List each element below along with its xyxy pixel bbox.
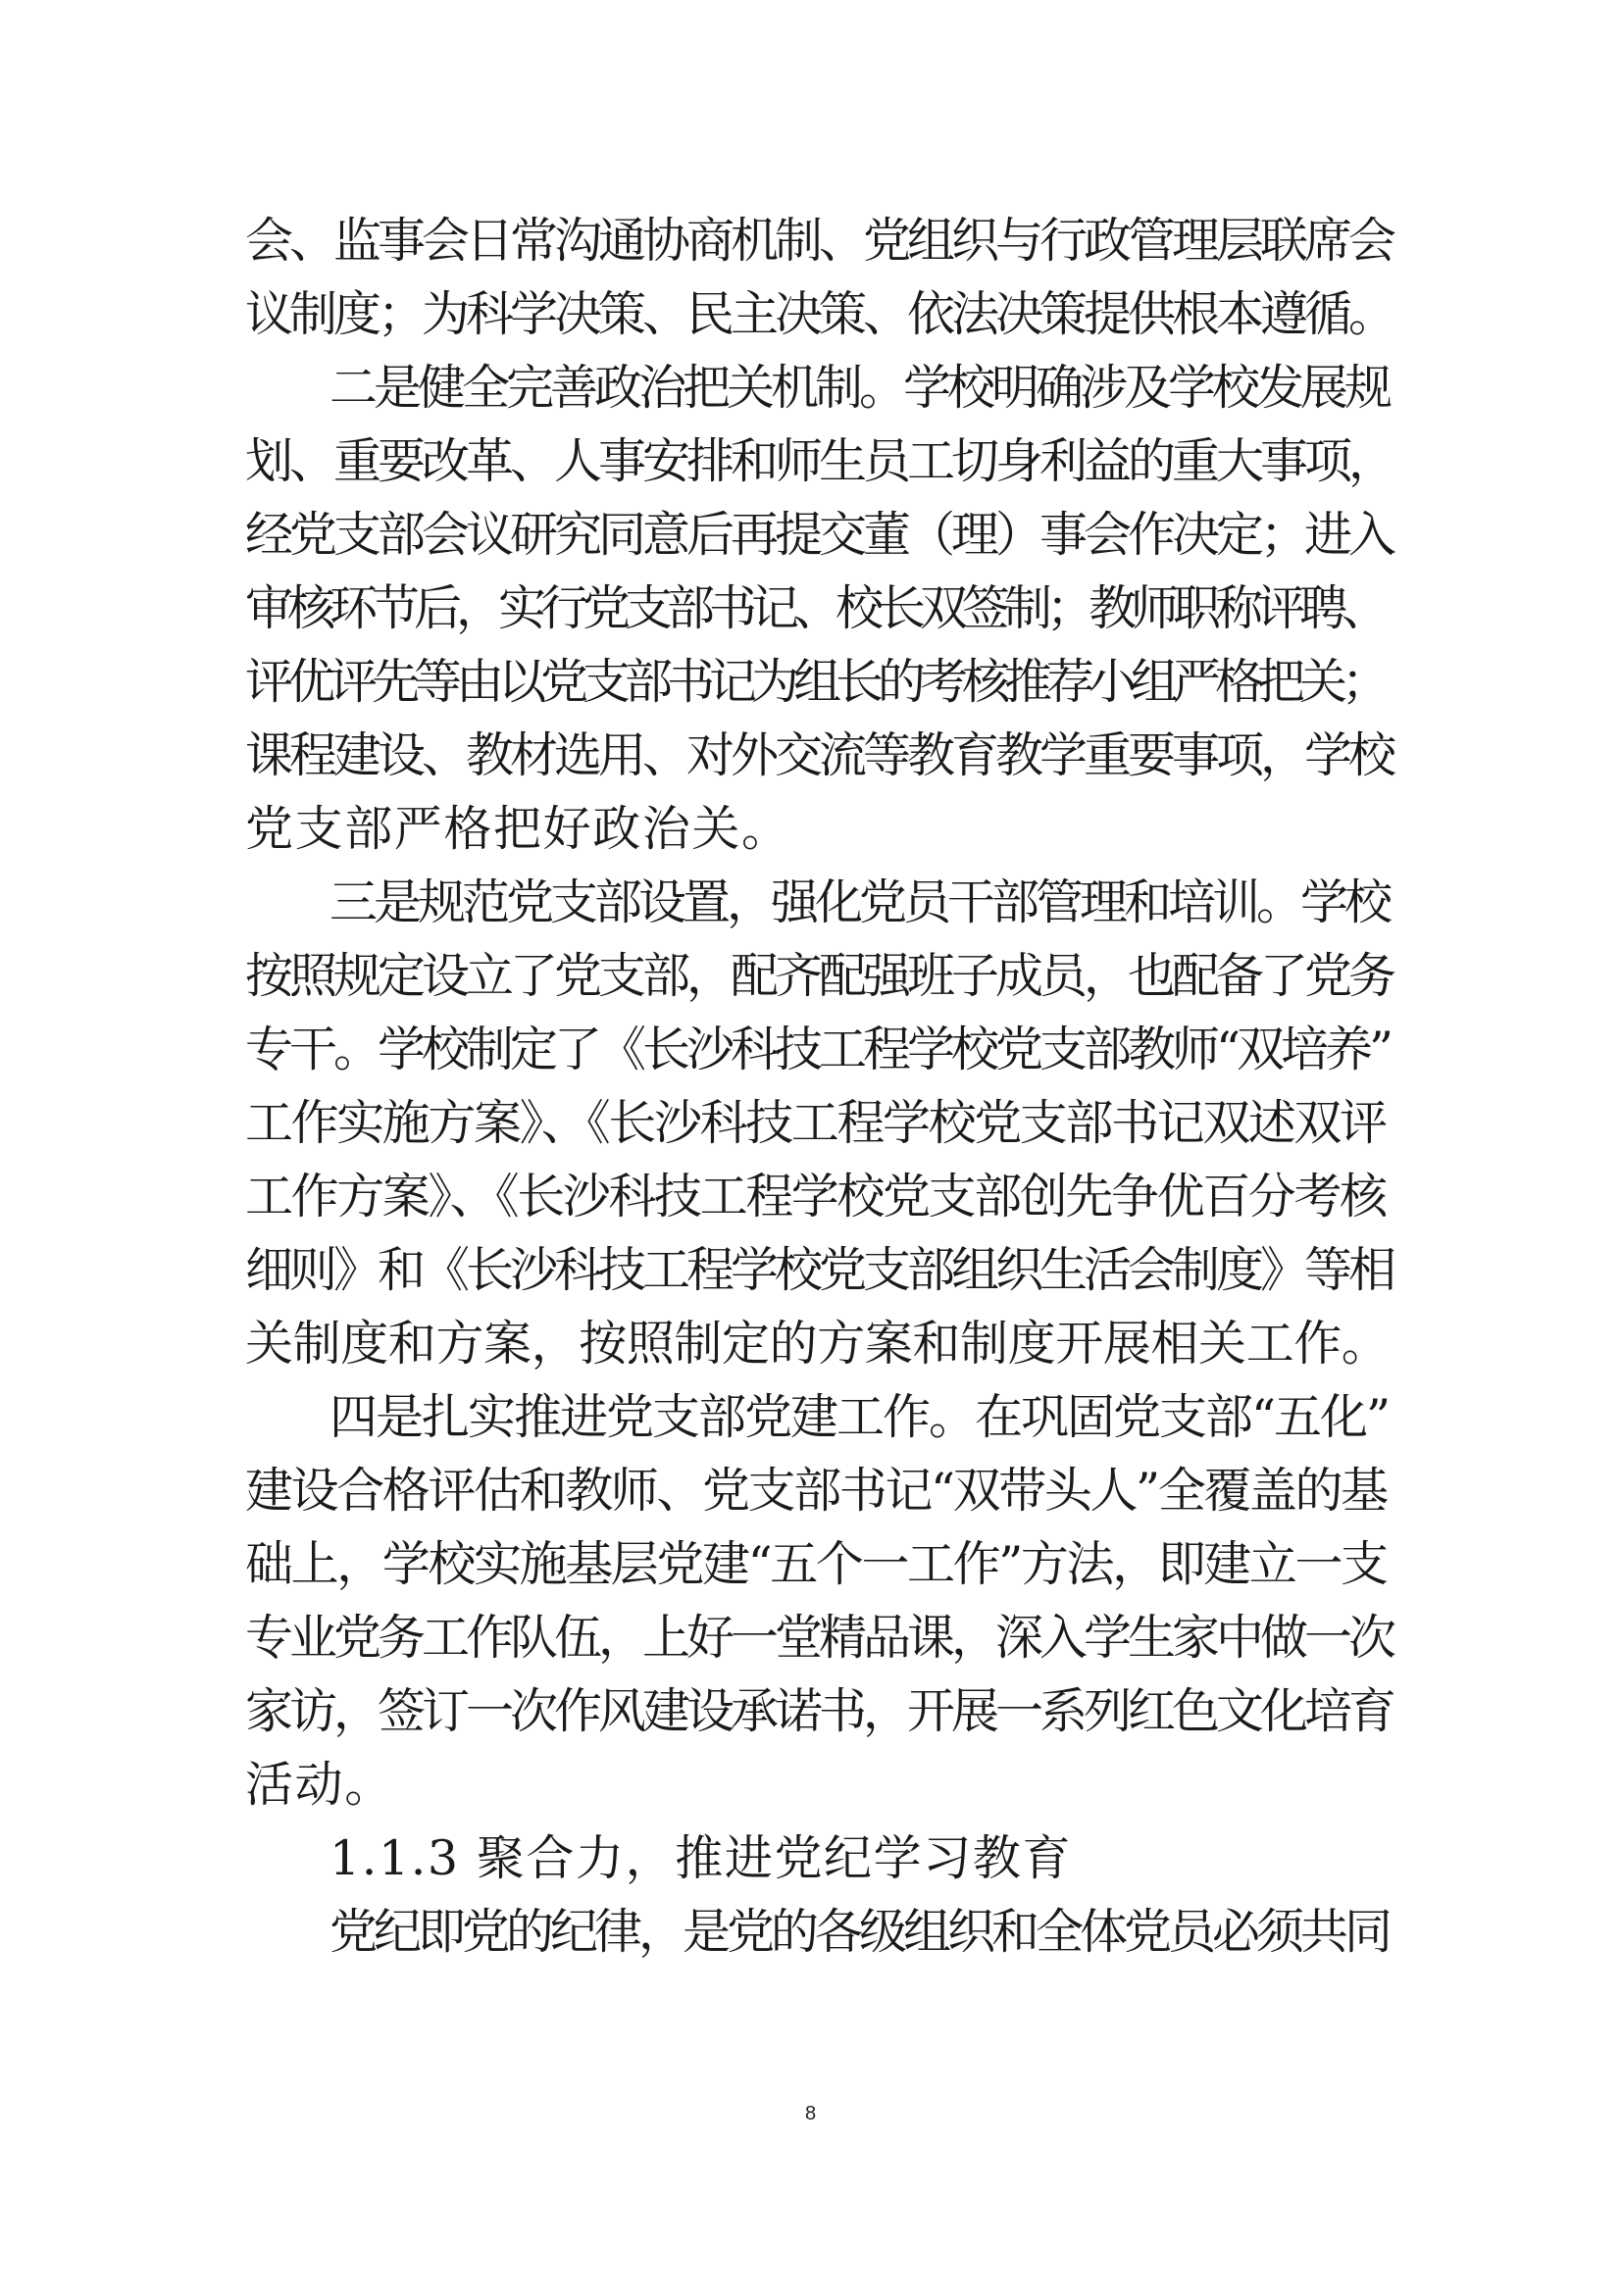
- body-text-line: 课程建设、教材选用、对外交流等教育教学重要事项，学校: [245, 727, 1393, 783]
- body-text-line: 议制度；为科学决策、民主决策、依法决策提供根本遵循。: [245, 286, 1393, 342]
- body-text-line: 评优评先等由以党支部书记为组长的考核推荐小组严格把关；: [245, 654, 1385, 710]
- body-text-line: 专业党务工作队伍，上好一堂精品课，深入学生家中做一次: [245, 1610, 1393, 1666]
- body-text-line: 专干。学校制定了《长沙科技工程学校党支部教师“双培养”: [245, 1022, 1391, 1077]
- section-heading: 1.1.3 聚合力，推进党纪学习教育: [329, 1830, 1073, 1886]
- body-text-line: 党支部严格把好政治关。: [245, 801, 791, 857]
- body-text-line: 活动。: [245, 1757, 394, 1813]
- body-text-line: 家访，签订一次作风建设承诺书，开展一系列红色文化培育: [245, 1683, 1393, 1739]
- body-text-line: 关制度和方案，按照制定的方案和制度开展相关工作。: [245, 1316, 1390, 1372]
- paragraph-start-line: 三是规范党支部设置，强化党员干部管理和培训。学校: [329, 874, 1390, 930]
- body-text-line: 细则》和《长沙科技工程学校党支部组织生活会制度》等相: [245, 1242, 1393, 1298]
- body-text-line: 工作方案》、《长沙科技工程学校党支部创先争优百分考核: [245, 1169, 1386, 1224]
- body-text-line: 建设合格评估和教师、党支部书记“双带头人”全覆盖的基: [245, 1463, 1387, 1519]
- page-number: 8: [804, 2103, 817, 2124]
- body-text-line: 审核环节后，实行党支部书记、校长双签制；教师职称评聘、: [245, 580, 1385, 636]
- body-text-line: 经党支部会议研究同意后再提交董（理）事会作决定；进入: [245, 507, 1393, 563]
- body-text-line: 划、重要改革、人事安排和师生员工切身利益的重大事项，: [245, 433, 1393, 489]
- body-text-line: 工作实施方案》、《长沙科技工程学校党支部书记双述双评: [245, 1095, 1386, 1151]
- body-text-line: 按照规定设立了党支部，配齐配强班子成员，也配备了党务: [245, 948, 1393, 1004]
- body-text-line: 础上，学校实施基层党建“五个一工作”方法，即建立一支: [245, 1536, 1387, 1592]
- paragraph-start-line: 四是扎实推进党支部党建工作。在巩固党支部“五化”: [329, 1389, 1390, 1445]
- body-text-line: 会、监事会日常沟通协商机制、党组织与行政管理层联席会: [245, 213, 1393, 269]
- paragraph-start-line: 党纪即党的纪律，是党的各级组织和全体党员必须共同: [329, 1904, 1390, 1960]
- paragraph-start-line: 二是健全完善政治把关机制。学校明确涉及学校发展规: [329, 360, 1390, 416]
